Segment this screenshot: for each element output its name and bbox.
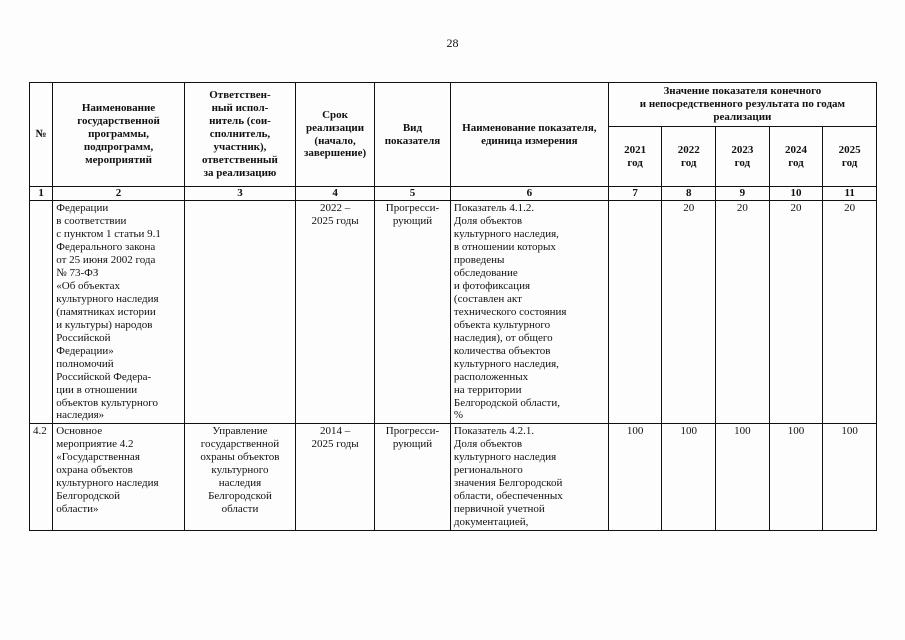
row-value-2023: 20 bbox=[716, 200, 770, 423]
header-num: № bbox=[30, 83, 53, 187]
table-row bbox=[30, 424, 877, 531]
col-number: 3 bbox=[184, 187, 295, 201]
header-term: Срок реализации (начало, завершение) bbox=[296, 83, 375, 187]
row-indicator: Показатель 4.2.1. Доля объектов культурного наследия регионального значения Белгородской области, обеспеченных первичной учетной документацией, bbox=[450, 424, 608, 531]
row-type: Прогресси- рующий bbox=[375, 424, 451, 531]
row-term: 2014 – 2025 годы bbox=[296, 424, 375, 531]
col-number: 11 bbox=[823, 187, 877, 201]
row-value-2022: 20 bbox=[662, 200, 716, 423]
header-responsible: Ответствен- ный испол- нитель (сои- сполнитель, участник), ответственный за реализацию bbox=[184, 83, 295, 187]
program-table bbox=[29, 82, 877, 531]
header-year-2025: 2025 год bbox=[823, 127, 877, 187]
row-number: 4.2 bbox=[30, 424, 53, 531]
header-name: Наименование государственной программы, подпрограмм, мероприятий bbox=[53, 83, 185, 187]
row-value-2025: 100 bbox=[823, 424, 877, 531]
row-value-2021 bbox=[608, 200, 662, 423]
col-number: 2 bbox=[53, 187, 185, 201]
row-name: Федерации в соответствии с пунктом 1 статьи 9.1 Федерального закона от 25 июня 2002 года № 73-ФЗ «Об объектах культурного наследия (памятниках истории и культуры) народов Российской Федерации» полномочий Российской Федера- ции в отношении объектов культурного наследия» bbox=[53, 200, 185, 423]
col-number: 1 bbox=[30, 187, 53, 201]
row-number bbox=[30, 200, 53, 423]
header-indicator: Наименование показателя, единица измерения bbox=[450, 83, 608, 187]
header-type: Вид показателя bbox=[375, 83, 451, 187]
row-value-2023: 100 bbox=[716, 424, 770, 531]
column-numbers-row bbox=[30, 187, 877, 201]
row-name: Основное мероприятие 4.2 «Государственная охрана объектов культурного наследия Белгородской области» bbox=[53, 424, 185, 531]
header-values-group: Значение показателя конечного и непосредственного результата по годам реализации bbox=[608, 83, 876, 127]
header-year-2021: 2021 год bbox=[608, 127, 662, 187]
col-number: 6 bbox=[450, 187, 608, 201]
row-value-2024: 100 bbox=[769, 424, 823, 531]
row-term: 2022 – 2025 годы bbox=[296, 200, 375, 423]
header-year-2024: 2024 год bbox=[769, 127, 823, 187]
row-responsible bbox=[184, 200, 295, 423]
col-number: 9 bbox=[716, 187, 770, 201]
header-year-2023: 2023 год bbox=[716, 127, 770, 187]
col-number: 8 bbox=[662, 187, 716, 201]
row-value-2025: 20 bbox=[823, 200, 877, 423]
table-row bbox=[30, 200, 877, 423]
row-value-2022: 100 bbox=[662, 424, 716, 531]
col-number: 7 bbox=[608, 187, 662, 201]
row-value-2021: 100 bbox=[608, 424, 662, 531]
header-year-2022: 2022 год bbox=[662, 127, 716, 187]
row-type: Прогресси- рующий bbox=[375, 200, 451, 423]
col-number: 5 bbox=[375, 187, 451, 201]
col-number: 10 bbox=[769, 187, 823, 201]
col-number: 4 bbox=[296, 187, 375, 201]
page-number: 28 bbox=[446, 36, 459, 50]
row-value-2024: 20 bbox=[769, 200, 823, 423]
row-responsible: Управление государственной охраны объектов культурного наследия Белгородской области bbox=[184, 424, 295, 531]
row-indicator: Показатель 4.1.2. Доля объектов культурного наследия, в отношении которых проведены обследование и фотофиксация (составлен акт технического состояния объекта культурного наследия), от общего количества объектов культурного наследия, расположенных на территории Белгородской области, % bbox=[450, 200, 608, 423]
